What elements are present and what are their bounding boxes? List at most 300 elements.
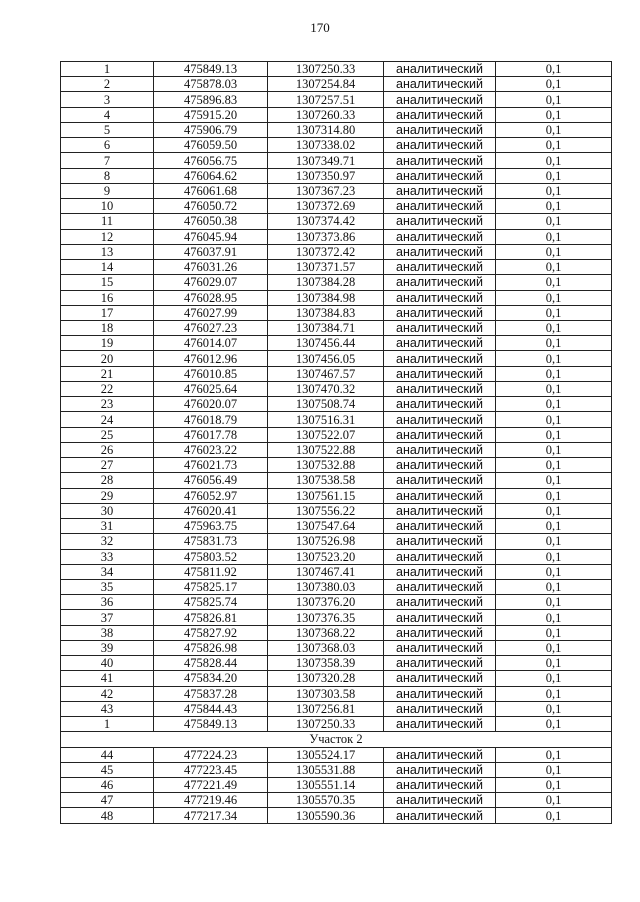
accuracy-cell: 0,1 [496,168,612,183]
table-row [61,442,612,457]
coord-y-cell: 1307456.05 [268,351,384,366]
accuracy-cell: 0,1 [496,808,612,823]
coord-x-cell: 475811.92 [154,564,268,579]
accuracy-cell: 0,1 [496,244,612,259]
accuracy-cell: 0,1 [496,366,612,381]
coord-x-cell: 475915.20 [154,107,268,122]
coord-x-cell: 476059.50 [154,138,268,153]
table-row [61,214,612,229]
coord-x-cell: 475849.13 [154,62,268,77]
coord-y-cell: 1307368.03 [268,640,384,655]
point-number-cell: 1 [61,717,154,732]
point-number-cell: 9 [61,183,154,198]
point-number-cell: 42 [61,686,154,701]
coord-x-cell: 476023.22 [154,442,268,457]
table-row [61,656,612,671]
point-number-cell: 18 [61,320,154,335]
method-cell: аналитический [384,122,496,137]
coord-y-cell: 1305524.17 [268,747,384,762]
accuracy-cell: 0,1 [496,747,612,762]
accuracy-cell: 0,1 [496,183,612,198]
point-number-cell: 23 [61,397,154,412]
coord-y-cell: 1307522.07 [268,427,384,442]
coord-x-cell: 475826.98 [154,640,268,655]
method-cell: аналитический [384,671,496,686]
coord-x-cell: 476031.26 [154,260,268,275]
coord-y-cell: 1307303.58 [268,686,384,701]
accuracy-cell: 0,1 [496,686,612,701]
method-cell: аналитический [384,320,496,335]
table-row [61,458,612,473]
table-row [61,122,612,137]
accuracy-cell: 0,1 [496,671,612,686]
point-number-cell: 5 [61,122,154,137]
accuracy-cell: 0,1 [496,595,612,610]
method-cell: аналитический [384,488,496,503]
coord-y-cell: 1305570.35 [268,793,384,808]
coord-x-cell: 475849.13 [154,717,268,732]
table-row [61,793,612,808]
coord-x-cell: 476010.85 [154,366,268,381]
point-number-cell: 2 [61,77,154,92]
point-number-cell: 46 [61,778,154,793]
accuracy-cell: 0,1 [496,656,612,671]
point-number-cell: 15 [61,275,154,290]
table-row [61,534,612,549]
point-number-cell: 1 [61,62,154,77]
method-cell: аналитический [384,778,496,793]
coord-y-cell: 1307254.84 [268,77,384,92]
accuracy-cell: 0,1 [496,458,612,473]
coord-y-cell: 1307467.41 [268,564,384,579]
method-cell: аналитический [384,107,496,122]
point-number-cell: 39 [61,640,154,655]
table-row [61,351,612,366]
table-row [61,412,612,427]
table-row [61,579,612,594]
accuracy-cell: 0,1 [496,503,612,518]
accuracy-cell: 0,1 [496,107,612,122]
coord-x-cell: 475828.44 [154,656,268,671]
coord-x-cell: 476045.94 [154,229,268,244]
point-number-cell: 22 [61,381,154,396]
coord-x-cell: 476021.73 [154,458,268,473]
method-cell: аналитический [384,366,496,381]
accuracy-cell: 0,1 [496,290,612,305]
method-cell: аналитический [384,275,496,290]
method-cell: аналитический [384,183,496,198]
coord-y-cell: 1307376.20 [268,595,384,610]
method-cell: аналитический [384,458,496,473]
accuracy-cell: 0,1 [496,625,612,640]
coord-y-cell: 1307384.98 [268,290,384,305]
table-row [61,519,612,534]
method-cell: аналитический [384,427,496,442]
accuracy-cell: 0,1 [496,62,612,77]
coord-x-cell: 476017.78 [154,427,268,442]
coord-y-cell: 1307556.22 [268,503,384,518]
method-cell: аналитический [384,808,496,823]
table-row [61,336,612,351]
section-header [61,732,612,747]
point-number-cell: 24 [61,412,154,427]
coord-y-cell: 1307523.20 [268,549,384,564]
coord-x-cell: 475826.81 [154,610,268,625]
method-cell: аналитический [384,168,496,183]
coord-y-cell: 1307358.39 [268,656,384,671]
point-number-cell: 38 [61,625,154,640]
point-number-cell: 19 [61,336,154,351]
point-number-cell: 29 [61,488,154,503]
point-number-cell: 31 [61,519,154,534]
table-row [61,762,612,777]
method-cell: аналитический [384,138,496,153]
method-cell: аналитический [384,595,496,610]
coord-y-cell: 1305531.88 [268,762,384,777]
point-number-cell: 33 [61,549,154,564]
accuracy-cell: 0,1 [496,610,612,625]
accuracy-cell: 0,1 [496,701,612,716]
coord-x-cell: 475834.20 [154,671,268,686]
accuracy-cell: 0,1 [496,275,612,290]
point-number-cell: 4 [61,107,154,122]
coord-x-cell: 475896.83 [154,92,268,107]
accuracy-cell: 0,1 [496,473,612,488]
method-cell: аналитический [384,503,496,518]
table-row [61,625,612,640]
coord-y-cell: 1307470.32 [268,381,384,396]
method-cell: аналитический [384,412,496,427]
point-number-cell: 20 [61,351,154,366]
table-row [61,564,612,579]
coord-y-cell: 1307516.31 [268,412,384,427]
accuracy-cell: 0,1 [496,762,612,777]
table-row [61,747,612,762]
coord-x-cell: 476064.62 [154,168,268,183]
method-cell: аналитический [384,686,496,701]
coord-x-cell: 475963.75 [154,519,268,534]
table-row [61,290,612,305]
table-row [61,381,612,396]
method-cell: аналитический [384,793,496,808]
method-cell: аналитический [384,381,496,396]
coord-x-cell: 475803.52 [154,549,268,564]
coord-y-cell: 1307384.83 [268,305,384,320]
method-cell: аналитический [384,640,496,655]
method-cell: аналитический [384,260,496,275]
coord-y-cell: 1307547.64 [268,519,384,534]
accuracy-cell: 0,1 [496,122,612,137]
accuracy-cell: 0,1 [496,564,612,579]
coord-x-cell: 476028.95 [154,290,268,305]
coord-x-cell: 476050.38 [154,214,268,229]
accuracy-cell: 0,1 [496,199,612,214]
table-row [61,77,612,92]
coord-y-cell: 1307384.28 [268,275,384,290]
point-number-cell: 3 [61,92,154,107]
table-row [61,107,612,122]
table-row [61,610,612,625]
coord-y-cell: 1307376.35 [268,610,384,625]
method-cell: аналитический [384,534,496,549]
table-row [61,778,612,793]
coord-x-cell: 476061.68 [154,183,268,198]
method-cell: аналитический [384,564,496,579]
table-row [61,366,612,381]
accuracy-cell: 0,1 [496,519,612,534]
point-number-cell: 40 [61,656,154,671]
page-number: 170 [310,20,330,35]
point-number-cell: 37 [61,610,154,625]
point-number-cell: 28 [61,473,154,488]
coord-x-cell: 477224.23 [154,747,268,762]
coordinates-table [60,61,612,824]
accuracy-cell: 0,1 [496,336,612,351]
method-cell: аналитический [384,762,496,777]
coord-y-cell: 1307350.97 [268,168,384,183]
table-row [61,640,612,655]
table-row [61,686,612,701]
point-number-cell: 41 [61,671,154,686]
table-row [61,488,612,503]
coord-y-cell: 1307538.58 [268,473,384,488]
coord-y-cell: 1307374.42 [268,214,384,229]
accuracy-cell: 0,1 [496,397,612,412]
coord-x-cell: 476020.41 [154,503,268,518]
table-row [61,229,612,244]
table-row [61,473,612,488]
table-row [61,199,612,214]
method-cell: аналитический [384,625,496,640]
accuracy-cell: 0,1 [496,138,612,153]
point-number-cell: 12 [61,229,154,244]
coord-y-cell: 1307314.80 [268,122,384,137]
point-number-cell: 44 [61,747,154,762]
method-cell: аналитический [384,77,496,92]
coord-y-cell: 1305590.36 [268,808,384,823]
accuracy-cell: 0,1 [496,717,612,732]
section-row [61,732,612,747]
point-number-cell: 14 [61,260,154,275]
coord-x-cell: 476020.07 [154,397,268,412]
point-number-cell: 6 [61,138,154,153]
method-cell: аналитический [384,214,496,229]
accuracy-cell: 0,1 [496,77,612,92]
method-cell: аналитический [384,336,496,351]
coord-y-cell: 1305551.14 [268,778,384,793]
coord-x-cell: 475827.92 [154,625,268,640]
point-number-cell: 27 [61,458,154,473]
method-cell: аналитический [384,656,496,671]
coord-y-cell: 1307256.81 [268,701,384,716]
accuracy-cell: 0,1 [496,412,612,427]
coord-x-cell: 477217.34 [154,808,268,823]
method-cell: аналитический [384,153,496,168]
coord-x-cell: 477221.49 [154,778,268,793]
table-row [61,168,612,183]
method-cell: аналитический [384,351,496,366]
coord-y-cell: 1307320.28 [268,671,384,686]
accuracy-cell: 0,1 [496,534,612,549]
table-row [61,62,612,77]
method-cell: аналитический [384,519,496,534]
method-cell: аналитический [384,442,496,457]
method-cell: аналитический [384,62,496,77]
method-cell: аналитический [384,717,496,732]
point-number-cell: 10 [61,199,154,214]
table-row [61,503,612,518]
point-number-cell: 16 [61,290,154,305]
coord-y-cell: 1307467.57 [268,366,384,381]
coord-y-cell: 1307532.88 [268,458,384,473]
table-body-section-2 [61,747,612,823]
coord-x-cell: 475906.79 [154,122,268,137]
coord-x-cell: 476050.72 [154,199,268,214]
method-cell: аналитический [384,290,496,305]
coord-x-cell: 476056.75 [154,153,268,168]
coord-x-cell: 476025.64 [154,381,268,396]
coord-x-cell: 476012.96 [154,351,268,366]
accuracy-cell: 0,1 [496,214,612,229]
method-cell: аналитический [384,229,496,244]
coord-x-cell: 476014.07 [154,336,268,351]
point-number-cell: 35 [61,579,154,594]
accuracy-cell: 0,1 [496,260,612,275]
accuracy-cell: 0,1 [496,488,612,503]
point-number-cell: 43 [61,701,154,716]
coord-y-cell: 1307522.88 [268,442,384,457]
point-number-cell: 25 [61,427,154,442]
coord-x-cell: 475825.74 [154,595,268,610]
coord-y-cell: 1307526.98 [268,534,384,549]
point-number-cell: 45 [61,762,154,777]
table-row [61,244,612,259]
coord-y-cell: 1307250.33 [268,62,384,77]
accuracy-cell: 0,1 [496,793,612,808]
coord-x-cell: 476056.49 [154,473,268,488]
accuracy-cell: 0,1 [496,229,612,244]
table-body-section-1 [61,62,612,732]
method-cell: аналитический [384,305,496,320]
table-row [61,138,612,153]
accuracy-cell: 0,1 [496,427,612,442]
point-number-cell: 11 [61,214,154,229]
table-row [61,320,612,335]
method-cell: аналитический [384,610,496,625]
coord-x-cell: 475831.73 [154,534,268,549]
table-row [61,595,612,610]
coord-y-cell: 1307384.71 [268,320,384,335]
coord-x-cell: 476052.97 [154,488,268,503]
accuracy-cell: 0,1 [496,92,612,107]
table-row [61,153,612,168]
accuracy-cell: 0,1 [496,320,612,335]
point-number-cell: 7 [61,153,154,168]
table-row [61,183,612,198]
point-number-cell: 34 [61,564,154,579]
table-row [61,397,612,412]
coord-y-cell: 1307250.33 [268,717,384,732]
coord-x-cell: 477223.45 [154,762,268,777]
table-row [61,717,612,732]
point-number-cell: 8 [61,168,154,183]
point-number-cell: 26 [61,442,154,457]
coord-y-cell: 1307508.74 [268,397,384,412]
coord-y-cell: 1307372.42 [268,244,384,259]
table-row [61,305,612,320]
coord-y-cell: 1307373.86 [268,229,384,244]
coord-y-cell: 1307372.69 [268,199,384,214]
method-cell: аналитический [384,701,496,716]
point-number-cell: 47 [61,793,154,808]
coord-x-cell: 476027.99 [154,305,268,320]
accuracy-cell: 0,1 [496,442,612,457]
coord-x-cell: 476029.07 [154,275,268,290]
table-row [61,275,612,290]
accuracy-cell: 0,1 [496,549,612,564]
coord-y-cell: 1307260.33 [268,107,384,122]
method-cell: аналитический [384,473,496,488]
point-number-cell: 13 [61,244,154,259]
table-row [61,549,612,564]
accuracy-cell: 0,1 [496,640,612,655]
method-cell: аналитический [384,549,496,564]
table-row [61,671,612,686]
table-row [61,808,612,823]
accuracy-cell: 0,1 [496,381,612,396]
method-cell: аналитический [384,397,496,412]
method-cell: аналитический [384,579,496,594]
accuracy-cell: 0,1 [496,153,612,168]
point-number-cell: 48 [61,808,154,823]
accuracy-cell: 0,1 [496,305,612,320]
point-number-cell: 17 [61,305,154,320]
coord-x-cell: 476018.79 [154,412,268,427]
table-row [61,92,612,107]
coord-x-cell: 475837.28 [154,686,268,701]
accuracy-cell: 0,1 [496,778,612,793]
coord-x-cell: 475825.17 [154,579,268,594]
coord-y-cell: 1307338.02 [268,138,384,153]
coord-y-cell: 1307380.03 [268,579,384,594]
table-row [61,701,612,716]
method-cell: аналитический [384,92,496,107]
coord-y-cell: 1307368.22 [268,625,384,640]
accuracy-cell: 0,1 [496,579,612,594]
table-row [61,260,612,275]
coord-x-cell: 476037.91 [154,244,268,259]
accuracy-cell: 0,1 [496,351,612,366]
point-number-cell: 21 [61,366,154,381]
method-cell: аналитический [384,244,496,259]
coord-y-cell: 1307371.57 [268,260,384,275]
method-cell: аналитический [384,747,496,762]
method-cell: аналитический [384,199,496,214]
coord-x-cell: 475844.43 [154,701,268,716]
coord-y-cell: 1307561.15 [268,488,384,503]
coord-y-cell: 1307456.44 [268,336,384,351]
section-2-title: Участок 2 [61,732,612,747]
table-row [61,427,612,442]
coord-y-cell: 1307257.51 [268,92,384,107]
coord-y-cell: 1307367.23 [268,183,384,198]
point-number-cell: 32 [61,534,154,549]
coord-x-cell: 476027.23 [154,320,268,335]
point-number-cell: 36 [61,595,154,610]
coord-x-cell: 475878.03 [154,77,268,92]
coord-x-cell: 477219.46 [154,793,268,808]
coord-y-cell: 1307349.71 [268,153,384,168]
